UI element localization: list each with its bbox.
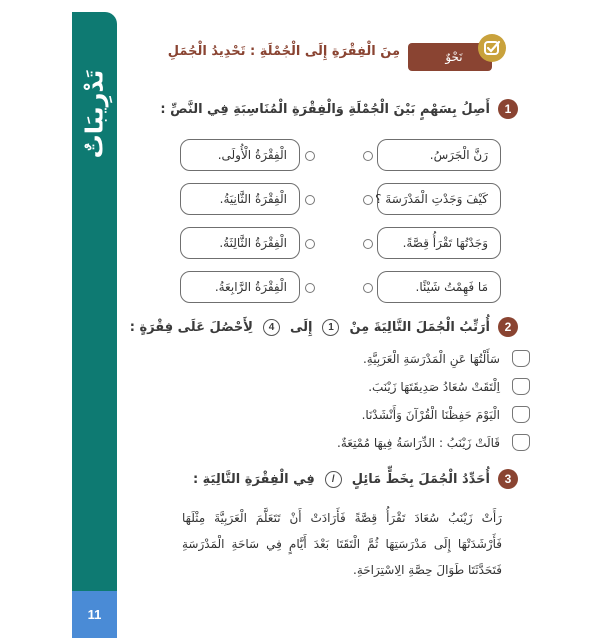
order-item: الْيَوْمَ حَفِظْنَا الْقُرْآنَ وَأَنْشَدْنَا. [362,406,530,423]
circled-number-to: 4 [263,319,280,336]
circled-number-from: 1 [322,319,339,336]
sentence-box: وَجَدْتُهَا تَقْرَأُ قِصَّةً. [377,227,501,259]
sidebar-title [72,34,117,194]
question-number: 2 [498,317,518,337]
match-point[interactable] [363,195,373,205]
order-input-box[interactable] [512,406,530,423]
question-number: 1 [498,99,518,119]
sentence-box: كَيْفَ وَجَدْتِ الْمَدْرَسَةَ ؟ [377,183,501,215]
check-badge-icon [478,34,506,62]
page-number: 11 [72,591,117,638]
match-point[interactable] [305,151,315,161]
question-2-heading: 2 أُرَتِّبُ الْجُمَلَ التَّالِيَةَ مِنْ 1 إِلَى 4 لِأَحْصُلَ عَلَى فِقْرَةٍ : [130,317,518,337]
page-title: مِنَ الْفِقْرَةِ إِلَى الْجُمْلَةِ : تَحْدِيدُ الْجُمَلِ [167,44,400,59]
order-input-box[interactable] [512,378,530,395]
paragraph-box: الْفِقْرَةُ الرَّابِعَةُ. [180,271,300,303]
match-point[interactable] [363,283,373,293]
question-3-heading: 3 أُحَدِّدُ الْجُمَلَ بِخَطٍّ مَائِلٍ / فِي الْفِقْرَةِ التَّالِيَةِ : [193,469,518,489]
sentence-box: رَنَّ الْجَرَسُ. [377,139,501,171]
sentence-box: مَا فَهِمْتُ شَيْئًا. [377,271,501,303]
paragraph-box: الْفِقْرَةُ الثَّانِيَةُ. [180,183,300,215]
exercise-paragraph[interactable]: رَأَتْ زَيْنَبُ سُعَادَ تَقْرَأُ قِصَّةً فَأَرَادَتْ أَنْ تَتَعَلَّمَ الْعَرَبِيَّةَ مِثْلَهَا فَأَرْشَدَتْهَا إِلَى مَدْرَسَتِهَا ثُمَّ الْتَقَتَا بَعْدَ أَيَّامٍ فِي سَاحَةِ الْمَدْرَسَةِ فَتَحَدَّثَتَا طَوَالَ حِصَّةِ الِاسْتِرَاحَةِ. [182,511,502,577]
question-number: 3 [498,469,518,489]
order-item: اِلْتَقَتْ سُعَادُ صَدِيقَتَهَا زَيْنَبَ. [368,378,530,395]
question-1-heading [160,99,518,119]
order-input-box[interactable] [512,350,530,367]
match-point[interactable] [305,239,315,249]
sidebar-tab [72,12,117,592]
section-badge-label: نَحْوٌ [445,50,463,64]
match-point[interactable] [363,239,373,249]
slash-symbol-icon: / [325,471,342,488]
paragraph-box: الْفِقْرَةُ الثَّالِثَةُ. [180,227,300,259]
match-point[interactable] [363,151,373,161]
paragraph-box: الْفِقْرَةُ الْأُولَى. [180,139,300,171]
order-input-box[interactable] [512,434,530,451]
match-point[interactable] [305,283,315,293]
sidebar-title-text: تَدْرِيبَاتٌ [80,69,109,159]
order-item: سَأَلْتُهَا عَنِ الْمَدْرَسَةِ الْعَرَبِيَّةِ. [363,350,530,367]
match-point[interactable] [305,195,315,205]
question-text: أَصِلُ بِسَهْمٍ بَيْنَ الْجُمْلَةِ وَالْفِقْرَةِ الْمُنَاسِبَةِ فِي النَّصِّ : [160,101,490,117]
order-item: قَالَتْ زَيْنَبُ : الدِّرَاسَةُ فِيهَا مُمْتِعَةٌ. [337,434,530,451]
